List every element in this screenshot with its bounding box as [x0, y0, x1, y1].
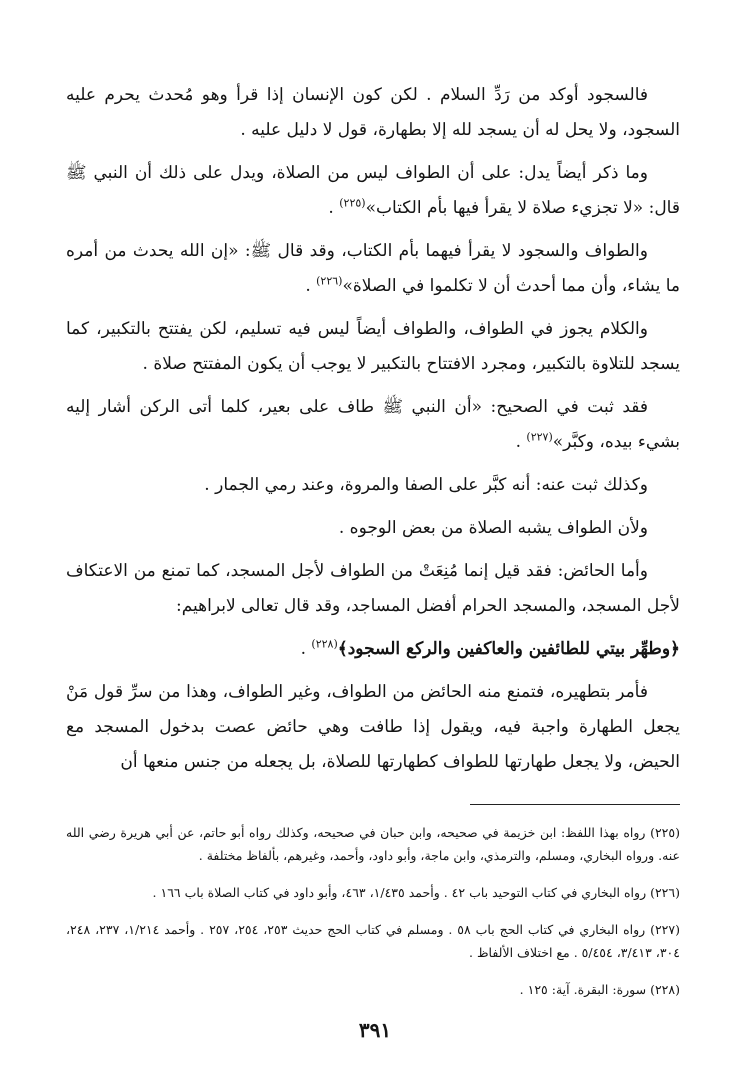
paragraph-tail: . [328, 198, 340, 218]
paragraph-text: وأما الحائض: فقد قيل إنما مُنِعَتْ من الطواف لأجل المسجد، كما تمنع من الاعتكاف لأجل المسجد، والمسجد الحرام أفضل المساجد، وقد قال تعالى لابراهيم: [66, 561, 680, 616]
paragraph-3 [66, 234, 680, 304]
paragraph-text: فأمر بتطهيره، فتمنع منه الحائض من الطواف، وغير الطواف، وهذا من سرِّ قول مَنْ يجعل الطهارة واجبة فيه، ويقول إذا طافت وهي حائض عصت بدخول المسجد مع الحيض، ولا يجعل طهارتها للطواف كطهارتها للصلاة، بل يجعله من جنس منعها أن [66, 682, 680, 772]
paragraph-tail: . [300, 639, 312, 659]
footnote-226: (٢٢٦) رواه البخاري في كتاب التوحيد باب ٤٢ . وأحمد ١/٤٣٥، ٤٦٣، وأبو داود في كتاب الصلاة باب ١٦٦ . [152, 885, 680, 900]
quran-verse [66, 632, 680, 667]
paragraph-4 [66, 312, 680, 382]
paragraph-text: وما ذكر أيضاً يدل: على أن الطواف ليس من الصلاة، ويدل على ذلك أن النبي ﷺ قال: «لا تجزيء صلاة لا يقرأ فيها بأم الكتاب» [66, 163, 680, 218]
paragraph-text: وكذلك ثبت عنه: أنه كبَّر على الصفا والمروة، وعند رمي الجمار . [204, 475, 648, 495]
paragraph-text: والكلام يجوز في الطواف، والطواف أيضاً ليس فيه تسليم، لكن يفتتح بالتكبير، كما يسجد للتلاوة بالتكبير، ومجرد الافتتاح بالتكبير لا يوجب أن يكون المفتتح صلاة . [66, 319, 680, 374]
footnotes [66, 821, 680, 1001]
paragraph-text: والطواف والسجود لا يقرأ فيهما بأم الكتاب، وقد قال ﷺ: «إن الله يحدث من أمره ما يشاء، وأن مما أحدث أن لا تكلموا في الصلاة» [66, 241, 680, 296]
footnote-228: (٢٢٨) سورة: البقرة. آية: ١٢٥ . [519, 982, 680, 997]
paragraph-6 [66, 468, 680, 503]
footnote-ref-226[interactable]: (٢٢٦) [316, 274, 343, 288]
main-text [66, 78, 680, 780]
footnote-separator [470, 804, 680, 805]
paragraph-5 [66, 390, 680, 460]
paragraph-7 [66, 511, 680, 546]
paragraph-tail: . [515, 432, 527, 452]
footnote-ref-227[interactable]: (٢٢٧) [526, 430, 553, 444]
page-number: ٣٩١ [358, 1018, 392, 1042]
quran-verse-text: ﴿وطهِّر بيتي للطائفين والعاكفين والركع السجود﴾ [337, 639, 680, 659]
footnote-225: (٢٢٥) رواه بهذا اللفظ: ابن خزيمة في صحيحه، وابن حبان في صحيحه، وكذلك رواه أبو حاتم، عن أبي هريرة رضي الله عنه. ورواه البخاري، ومسلم، والترمذي، وابن ماجة، وأبو داود، وأحمد، وغيرهم، بألفاظ مختلفة . [66, 825, 680, 863]
paragraph-text: ولأن الطواف يشبه الصلاة من بعض الوجوه . [338, 518, 648, 538]
paragraph-2 [66, 156, 680, 226]
footnote-ref-228[interactable]: (٢٢٨) [311, 637, 338, 651]
paragraph-text: فقد ثبت في الصحيح: «أن النبي ﷺ طاف على بعير، كلما أتى الركن أشار إليه بشيء بيده، وكبَّر» [66, 397, 680, 452]
footnote-227: (٢٢٧) رواه البخاري في كتاب الحج باب ٥٨ . ومسلم في كتاب الحج حديث ٢٥٣، ٢٥٤، ٢٥٧ . وأحمد ١/٢١٤، ٢٣٧، ٢٤٨، ٣٠٤، ٣/٤١٣، ٥/٤٥٤ . مع اختلاف الألفاظ . [66, 922, 681, 960]
paragraph-1 [66, 78, 680, 148]
paragraph-text: فالسجود أوكد من رَدِّ السلام . لكن كون الإنسان إذا قرأ وهو مُحدث يحرم عليه السجود، ولا يحل له أن يسجد لله إلا بطهارة، قول لا دليل عليه . [66, 85, 680, 140]
footnote-ref-225[interactable]: (٢٢٥) [339, 196, 366, 210]
paragraph-8 [66, 554, 680, 624]
paragraph-tail: . [305, 276, 317, 296]
paragraph-9 [66, 675, 680, 780]
